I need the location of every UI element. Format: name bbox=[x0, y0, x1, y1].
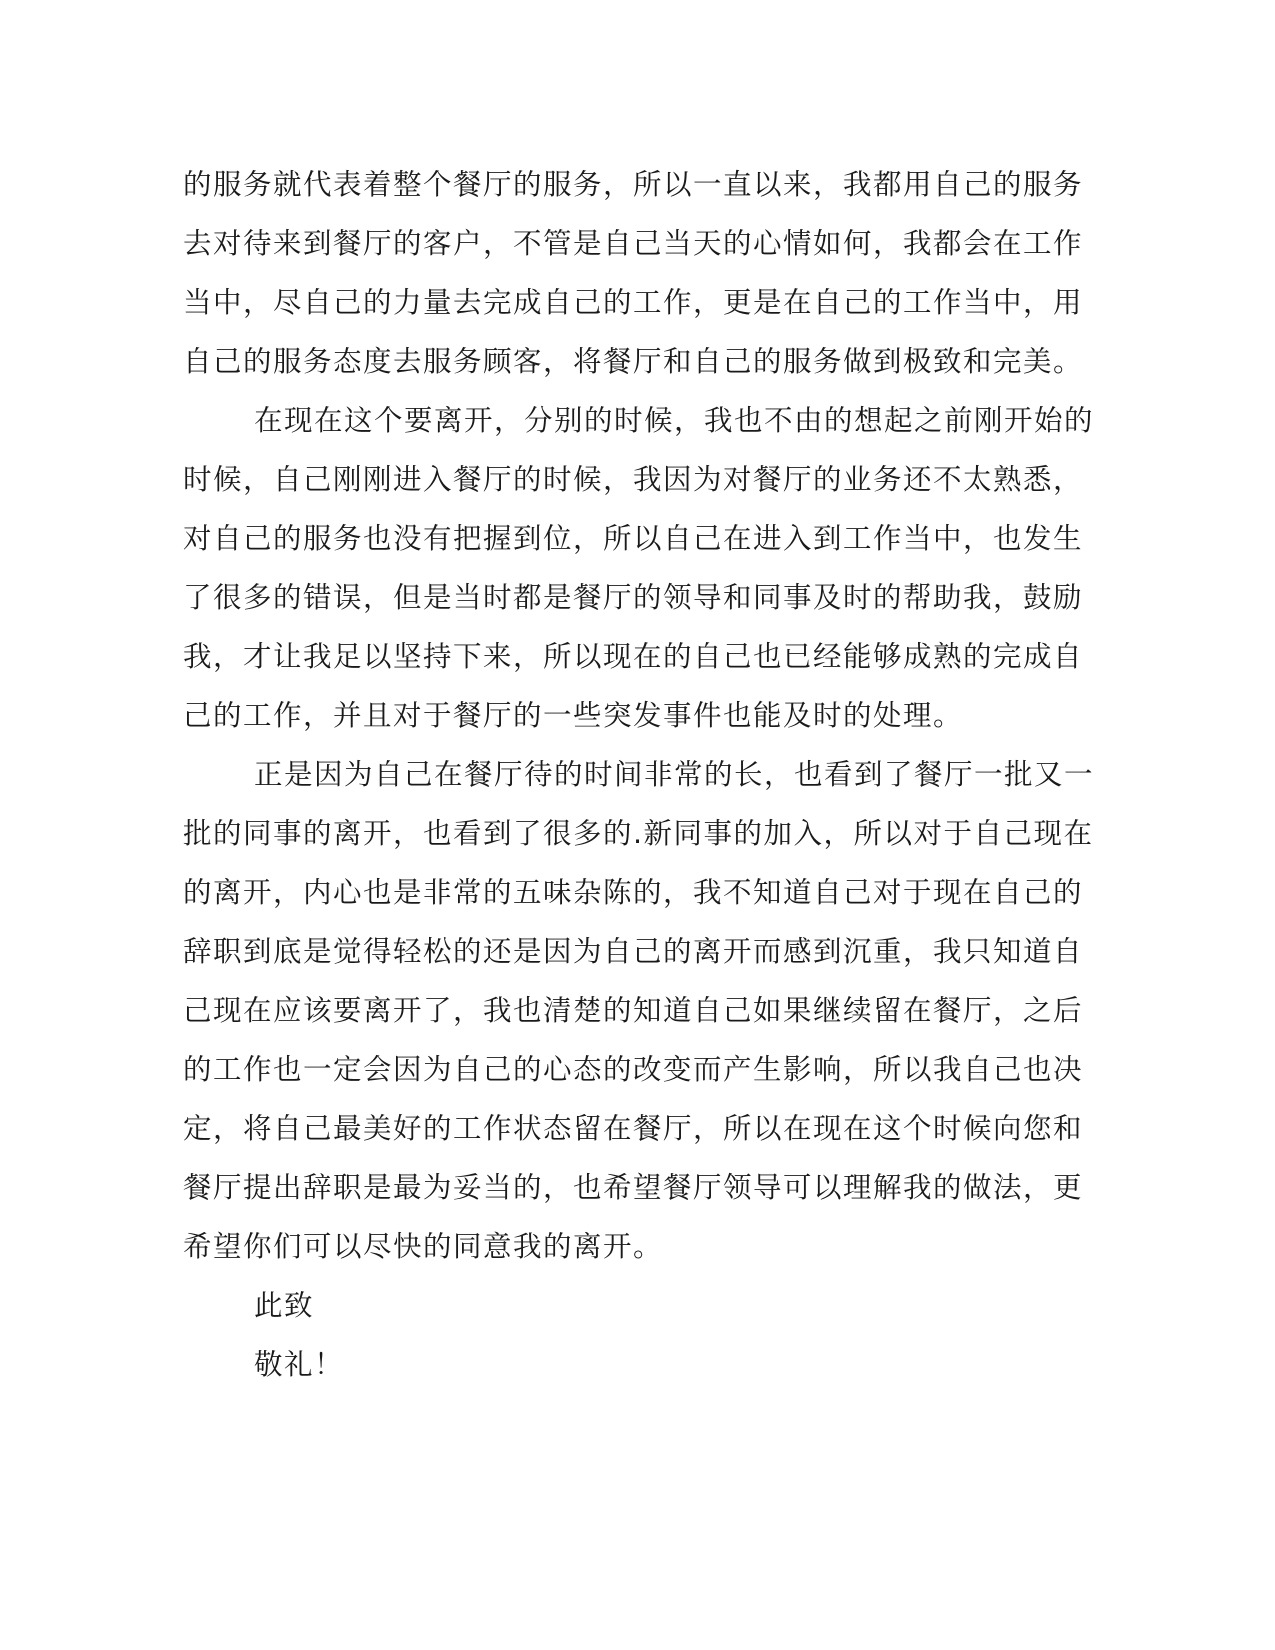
text-line: 时候，自己刚刚进入餐厅的时候，我因为对餐厅的业务还不太熟悉， bbox=[183, 463, 1084, 496]
text-line: 希望你们可以尽快的同意我的离开。 bbox=[183, 1230, 664, 1263]
text-line: 辞职到底是觉得轻松的还是因为自己的离开而感到沉重，我只知道自 bbox=[183, 935, 1084, 968]
text-line: 去对待来到餐厅的客户，不管是自己当天的心情如何，我都会在工作 bbox=[183, 227, 1084, 260]
text-line: 己的工作，并且对于餐厅的一些突发事件也能及时的处理。 bbox=[183, 699, 964, 732]
text-line: 的服务就代表着整个餐厅的服务，所以一直以来，我都用自己的服务 bbox=[183, 168, 1084, 201]
text-line: 的离开，内心也是非常的五味杂陈的，我不知道自己对于现在自己的 bbox=[183, 876, 1084, 909]
text-line: 当中，尽自己的力量去完成自己的工作，更是在自己的工作当中，用 bbox=[183, 286, 1084, 319]
text-line: 的工作也一定会因为自己的心态的改变而产生影响，所以我自己也决 bbox=[183, 1053, 1084, 1086]
paragraph-2 bbox=[183, 391, 1095, 745]
text-line: 在现在这个要离开，分别的时候，我也不由的想起之前刚开始的 bbox=[254, 404, 1095, 437]
text-line: 正是因为自己在餐厅待的时间非常的长，也看到了餐厅一批又一 bbox=[254, 758, 1095, 791]
closing-salutation: 此致 bbox=[254, 1289, 315, 1322]
text-line: 自己的服务态度去服务顾客，将餐厅和自己的服务做到极致和完美。 bbox=[183, 345, 1084, 378]
paragraph-1 bbox=[183, 155, 1084, 391]
text-line: 了很多的错误，但是当时都是餐厅的领导和同事及时的帮助我，鼓励 bbox=[183, 581, 1084, 614]
paragraph-3 bbox=[183, 745, 1095, 1276]
text-line: 定，将自己最美好的工作状态留在餐厅，所以在现在这个时候向您和 bbox=[183, 1112, 1084, 1145]
closing bbox=[183, 1276, 1033, 1394]
text-line: 对自己的服务也没有把握到位，所以自己在进入到工作当中，也发生 bbox=[183, 522, 1084, 555]
text-line: 我，才让我足以坚持下来，所以现在的自己也已经能够成熟的完成自 bbox=[183, 640, 1084, 673]
text-line: 己现在应该要离开了，我也清楚的知道自己如果继续留在餐厅，之后 bbox=[183, 994, 1084, 1027]
text-line: 批的同事的离开，也看到了很多的.新同事的加入，所以对于自己现在 bbox=[183, 817, 1094, 850]
letter-body bbox=[183, 155, 1095, 1394]
text-line: 餐厅提出辞职是最为妥当的，也希望餐厅领导可以理解我的做法，更 bbox=[183, 1171, 1084, 1204]
closing-regards: 敬礼！ bbox=[254, 1348, 345, 1381]
